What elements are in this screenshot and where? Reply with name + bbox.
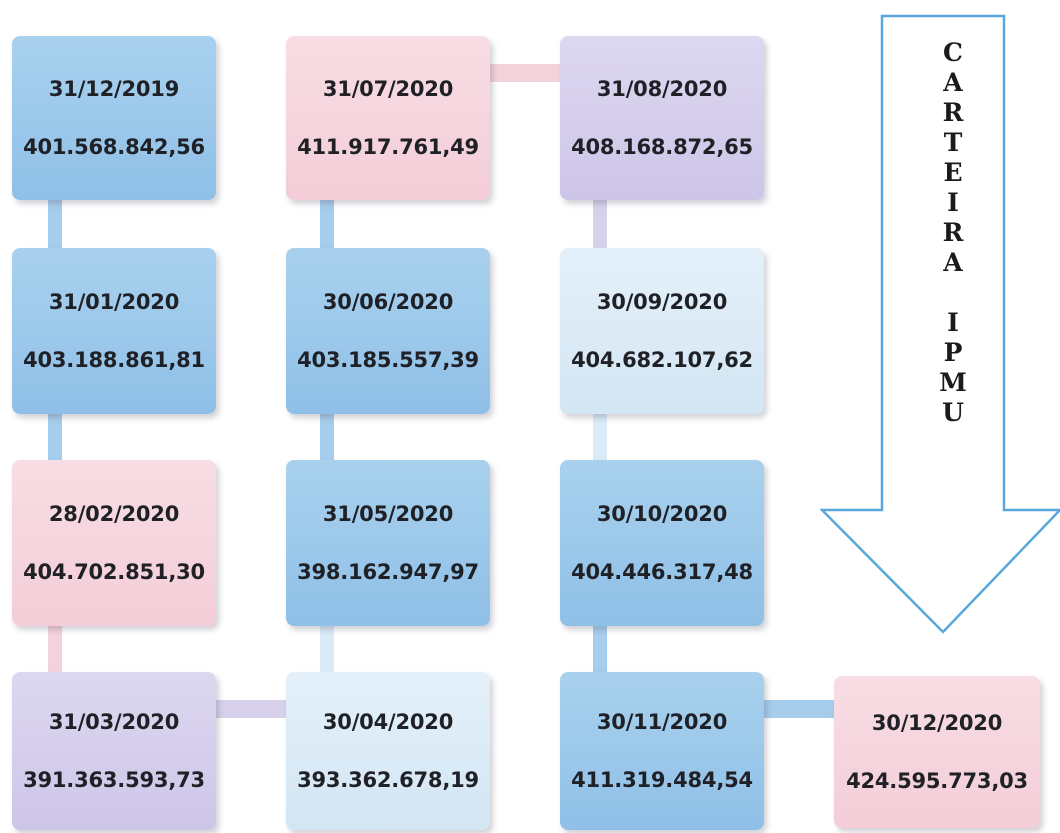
box-date: 31/07/2020 [322,76,454,101]
arrow-letter: C [943,38,963,67]
box-value: 391.363.593,73 [23,767,205,792]
box-2020-02 [12,460,216,626]
box-2020-01 [12,248,216,414]
arrow-letter: M [939,368,967,397]
connector-jan-feb [48,410,62,464]
connector-oct-nov [593,622,607,676]
connector-apr-may [320,622,334,676]
box-date: 31/05/2020 [322,501,454,526]
box-2020-05 [286,460,490,626]
arrow-letter: E [943,158,963,187]
box-2020-10 [560,460,764,626]
box-date: 30/12/2020 [871,710,1003,735]
connector-jun-jul [320,196,334,252]
box-2020-06 [286,248,490,414]
arrow-letter: R [942,98,964,127]
box-value: 398.162.947,97 [297,559,479,584]
connector-aug-sep [593,196,607,252]
box-date: 31/03/2020 [48,709,180,734]
box-value: 424.595.773,03 [846,768,1028,793]
arrow-letter: A [943,68,963,97]
box-date: 30/06/2020 [322,289,454,314]
box-value: 404.682.107,62 [571,347,753,372]
box-value: 404.702.851,30 [23,559,205,584]
box-2020-12 [834,676,1040,828]
box-value: 411.917.761,49 [297,134,479,159]
arrow-letter: R [942,218,964,247]
box-2020-11 [560,672,764,830]
box-2020-09 [560,248,764,414]
connector-dec2019-jan2020 [48,196,62,252]
box-date: 31/12/2019 [48,76,180,101]
box-value: 401.568.842,56 [23,134,205,159]
box-date: 30/10/2020 [596,501,728,526]
box-2020-03 [12,672,216,830]
arrow-letter: P [943,338,963,367]
arrow-letter: A [943,248,963,277]
connector-may-jun [320,410,334,464]
box-value: 408.168.872,65 [571,134,753,159]
box-date: 30/09/2020 [596,289,728,314]
box-date: 30/04/2020 [322,709,454,734]
arrow-letter: T [943,128,963,157]
arrow-letter: U [942,398,964,427]
box-2020-04 [286,672,490,830]
box-value: 393.362.678,19 [297,767,479,792]
connector-nov-dec [760,700,840,718]
box-2020-08 [560,36,764,200]
box-value: 411.319.484,54 [571,767,753,792]
connector-jul-aug [488,64,564,82]
arrow-letter: I [947,188,959,217]
box-value: 403.185.557,39 [297,347,479,372]
arrow-letter: I [947,308,959,337]
connector-feb-mar [48,622,62,676]
arrow-label [921,38,985,428]
box-value: 404.446.317,48 [571,559,753,584]
box-date: 31/01/2020 [48,289,180,314]
box-date: 28/02/2020 [48,501,180,526]
box-2019-12 [12,36,216,200]
box-date: 31/08/2020 [596,76,728,101]
box-2020-07 [286,36,490,200]
box-date: 30/11/2020 [596,709,728,734]
box-value: 403.188.861,81 [23,347,205,372]
connector-mar-apr [214,700,290,718]
connector-sep-oct [593,410,607,464]
